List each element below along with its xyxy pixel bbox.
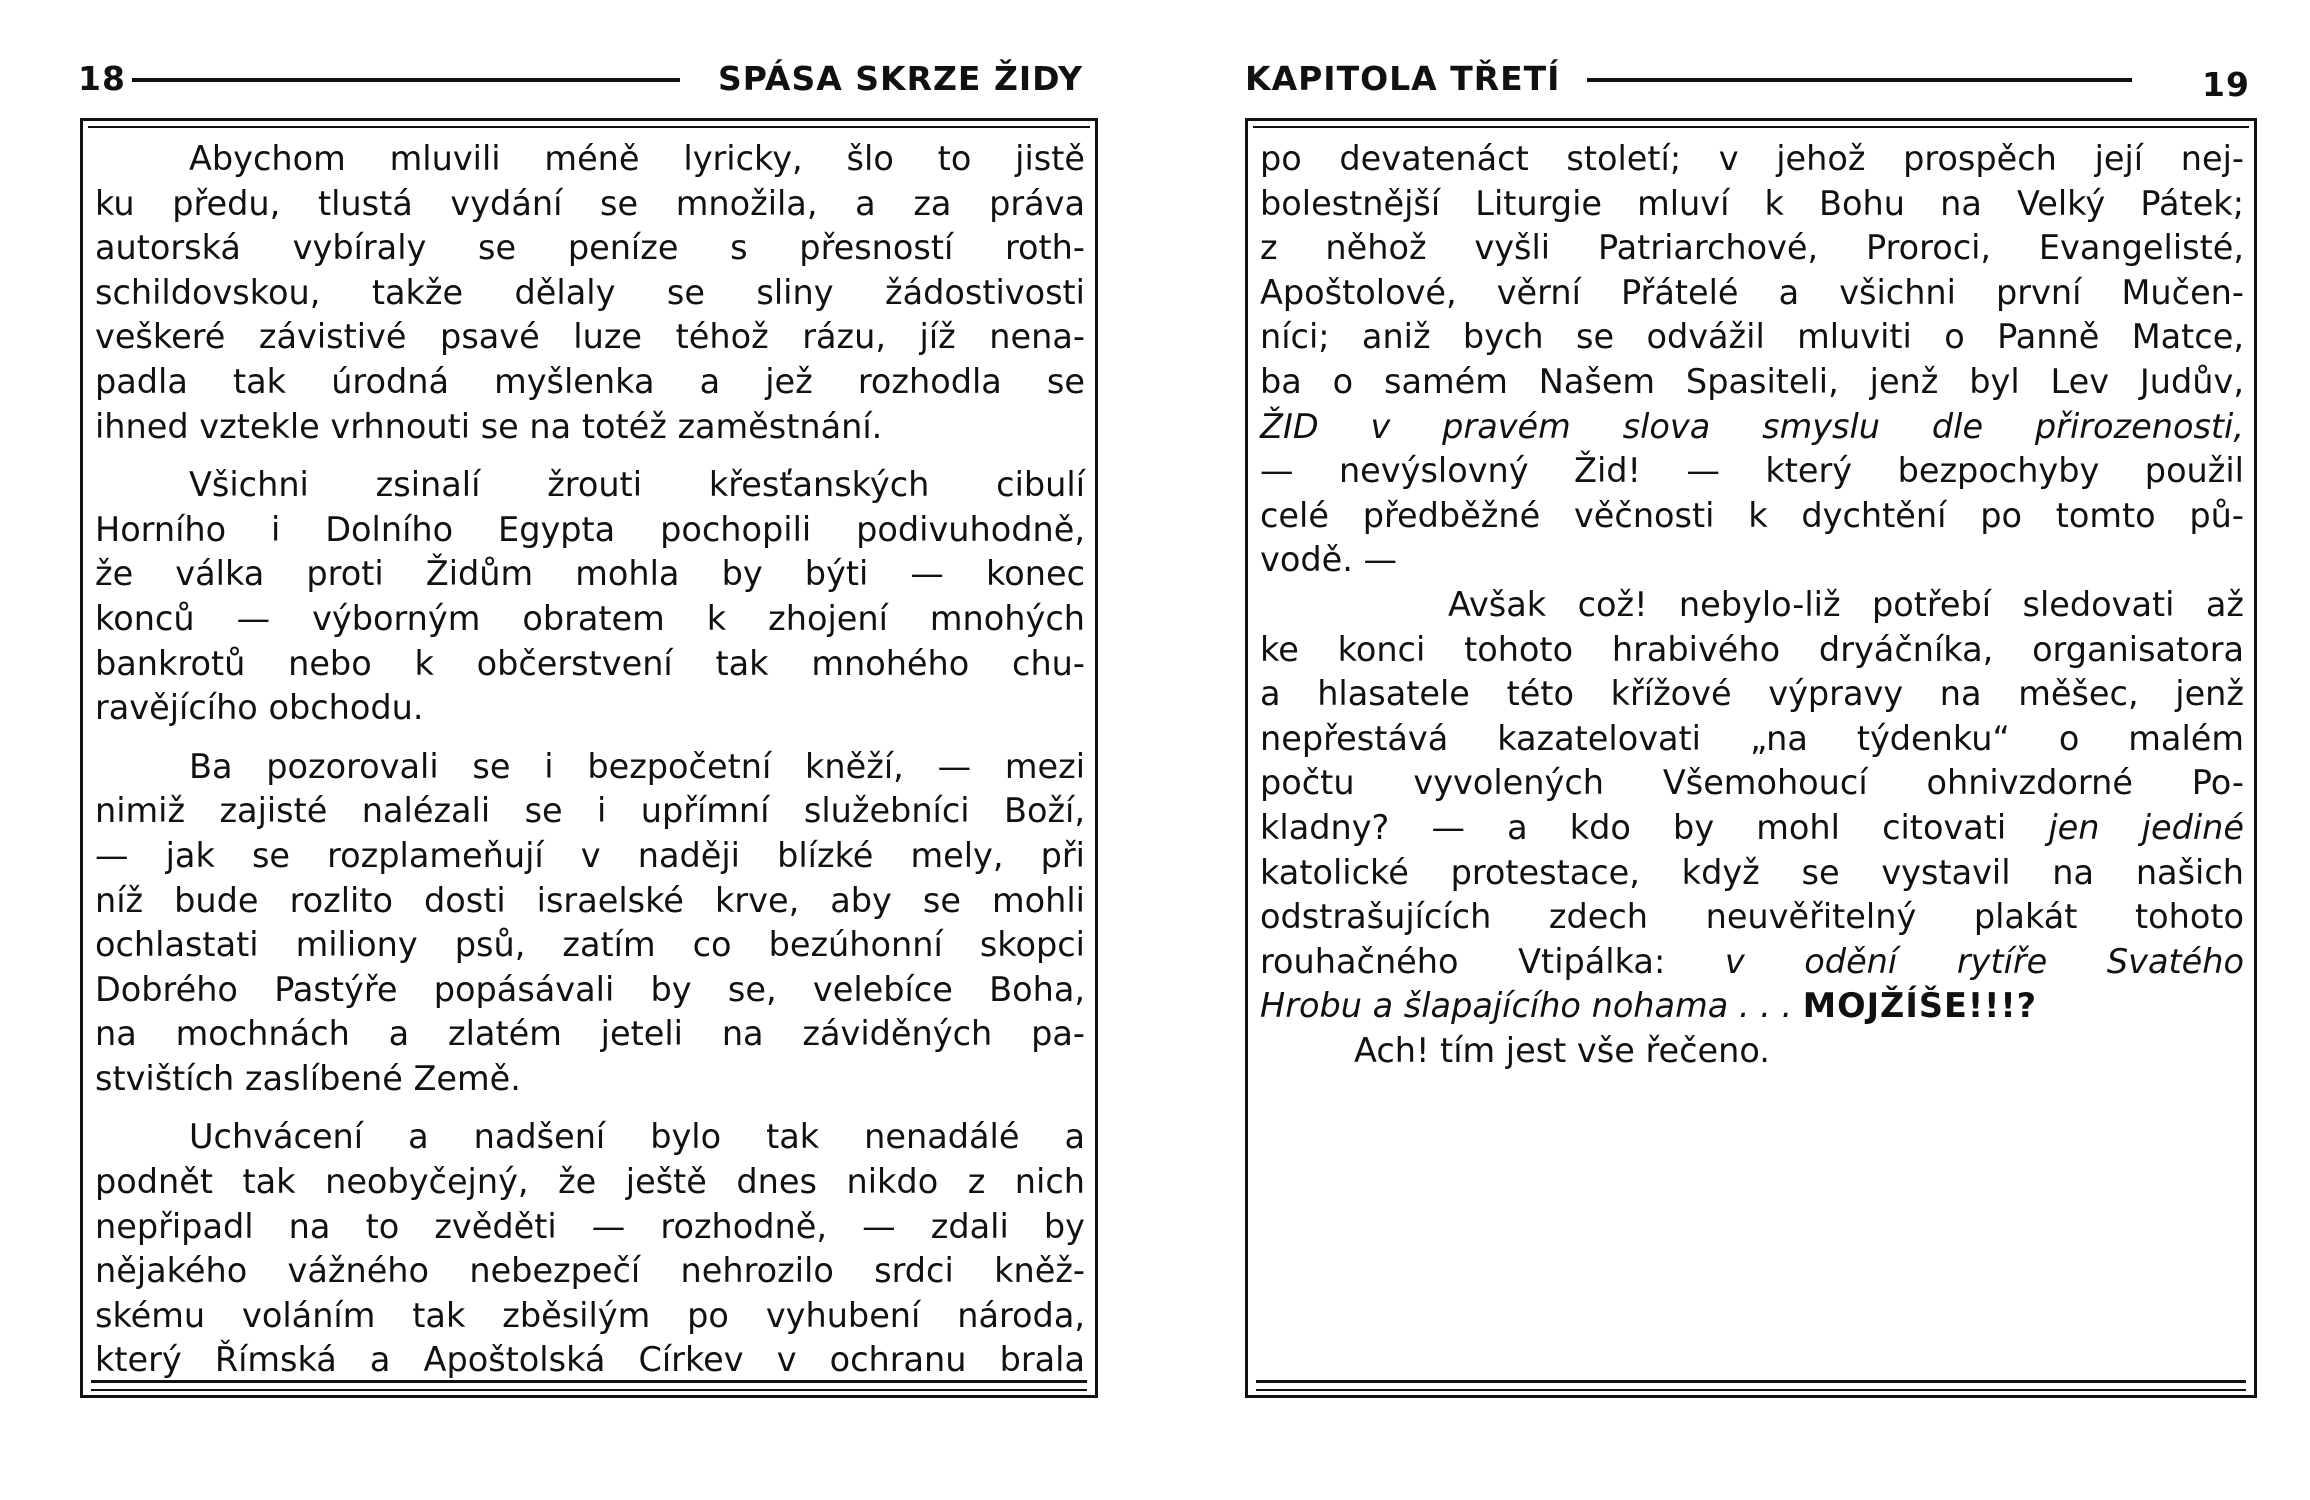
text-line: veškeré závistivé psavé luze téhož rázu, jíž nena-	[95, 317, 1085, 357]
italic-segment: v odění rytíře Svatého	[1724, 941, 2244, 981]
text-line: celé předběžné věčnosti k dychtění po tomto pů-	[1260, 495, 2244, 535]
text-line: — nevýslovný Žid! — který bezpochyby použil	[1260, 451, 2244, 491]
text-line: ihned vztekle vrhnouti se na totéž zaměstnání.	[95, 406, 883, 446]
text-line: počtu vyvolených Všemohoucí ohnivzdorné Po-	[1260, 763, 2244, 803]
paragraph	[1260, 1029, 2244, 1074]
text-line: podnět tak neobyčejný, že ještě dnes nikdo z nich	[95, 1162, 1085, 1202]
text-line: který Římská a Apoštolská Církev v ochranu brala	[95, 1340, 1085, 1380]
text-line: Uchvácení a nadšení bylo tak nenadálé a	[189, 1117, 1085, 1157]
paragraph	[1260, 137, 2244, 583]
paragraph	[1260, 583, 2244, 1029]
italic-segment: Hrobu a šlapajícího nohama . . .	[1260, 986, 1803, 1026]
running-title: SPÁSA SKRZE ŽIDY	[718, 59, 1084, 98]
frame-rule	[1256, 1389, 2246, 1391]
text-frame	[1245, 118, 2257, 1398]
text-line: Dobrého Pastýře popásávali by se, velebíce Boha,	[95, 969, 1085, 1009]
text-line: nepřipadl na to zvěděti — rozhodně, — zdali by	[95, 1206, 1085, 1246]
page-number: 19	[2202, 65, 2250, 104]
text-line: — jak se rozplameňují v naději blízké mely, při	[95, 835, 1085, 875]
text-frame	[80, 118, 1098, 1398]
text-line: odstrašujících zdech neuvěřitelný plakát tohoto	[1260, 897, 2244, 937]
text-line: padla tak úrodná myšlenka a jež rozhodla se	[95, 361, 1085, 401]
text-line	[1260, 806, 2244, 851]
text-line: Horního i Dolního Egypta pochopili podivuhodně,	[95, 509, 1085, 549]
text-line: Avšak což! nebylo-liž potřebí sledovati až	[1448, 584, 2244, 624]
text-line: na mochnách a zlatém jeteli na záviděných pa-	[95, 1014, 1085, 1054]
body-text	[95, 137, 1085, 1383]
text-line: ke konci tohoto hrabivého dryáčníka, organisatora	[1260, 629, 2244, 669]
text-line: bolestnější Liturgie mluví k Bohu na Velký Pátek;	[1260, 183, 2244, 223]
text-line	[1260, 940, 2244, 985]
text-line	[1260, 984, 2244, 1029]
text-segment: rouhačného Vtipálka:	[1260, 941, 1725, 981]
text-line: Všichni zsinalí žrouti křesťanských cibulí	[189, 465, 1085, 505]
paragraph	[95, 745, 1085, 1102]
right-page	[1155, 0, 2310, 1500]
text-line: po devatenáct století; v jehož prospěch její nej-	[1260, 139, 2244, 178]
text-line: skému voláním tak zběsilým po vyhubení národa,	[95, 1295, 1085, 1335]
text-line: ba o samém Našem Spasiteli, jenž byl Lev Judův,	[1260, 361, 2244, 401]
text-line: Ba pozorovali se i bezpočetní kněží, — mezi	[189, 746, 1085, 786]
text-segment: kladny? — a kdo by mohl citovati	[1260, 807, 2049, 847]
text-line: ochlastati miliony psů, zatím co bezúhonní skopci	[95, 925, 1085, 965]
text-line: vodě. —	[1260, 540, 1397, 580]
right-page-header	[1155, 58, 2310, 104]
paragraph	[95, 137, 1085, 449]
paragraph	[95, 1115, 1085, 1383]
italic-segment: jen jediné	[2048, 807, 2244, 847]
left-page-header	[0, 58, 1155, 100]
text-line: konců — výborným obratem k zhojení mnohých	[95, 598, 1085, 638]
text-line: autorská vybíraly se peníze s přesností roth-	[95, 228, 1085, 268]
text-line: Apoštolové, věrní Přátelé a všichni první Mučen-	[1260, 272, 2244, 312]
text-line: z něhož vyšli Patriarchové, Proroci, Evangelisté,	[1260, 228, 2244, 268]
running-title: KAPITOLA TŘETÍ	[1245, 59, 1561, 98]
text-line: katolické protestace, když se vystavil na našich	[1260, 852, 2244, 892]
frame-rule	[91, 1380, 1087, 1383]
frame-rule	[1256, 1380, 2246, 1383]
text-line: stvištích zaslíbené Země.	[95, 1058, 521, 1098]
page-number: 18	[78, 59, 126, 98]
text-line: bankrotů nebo k občerstvení tak mnohého chu-	[95, 643, 1085, 683]
header-rule	[132, 78, 680, 82]
text-line: níci; aniž bych se odvážil mluviti o Panně Matce,	[1260, 317, 2244, 357]
text-line: Ach! tím jest vše řečeno.	[1354, 1030, 1770, 1070]
text-line: nepřestává kazatelovati „na týdenku“ o malém	[1260, 718, 2244, 758]
text-line: ku předu, tlustá vydání se množila, a za práva	[95, 183, 1085, 223]
text-line: nějakého vážného nebezpečí nehrozilo srdci kněž-	[95, 1251, 1085, 1291]
frame-rule	[91, 1389, 1087, 1391]
text-line: Abychom mluvili méně lyricky, šlo to jistě	[189, 139, 1085, 178]
header-rule	[1587, 78, 2132, 82]
paragraph	[95, 463, 1085, 731]
body-text	[1260, 137, 2244, 1073]
text-line: nimiž zajisté nalézali se i upřímní služebníci Boží,	[95, 791, 1085, 831]
bold-segment: MOJŽÍŠE!!!?	[1802, 986, 2038, 1026]
text-line: schildovskou, takže dělaly se sliny žádostivosti	[95, 272, 1085, 312]
text-line: a hlasatele této křížové výpravy na měšec, jenž	[1260, 674, 2244, 714]
text-line: ravějícího obchodu.	[95, 688, 424, 728]
text-line: že válka proti Židům mohla by býti — konec	[95, 554, 1085, 594]
text-line: ŽID v pravém slova smyslu dle přirozenosti,	[1260, 406, 2244, 446]
text-line: níž bude rozlito dosti israelské krve, aby se mohli	[95, 880, 1085, 920]
